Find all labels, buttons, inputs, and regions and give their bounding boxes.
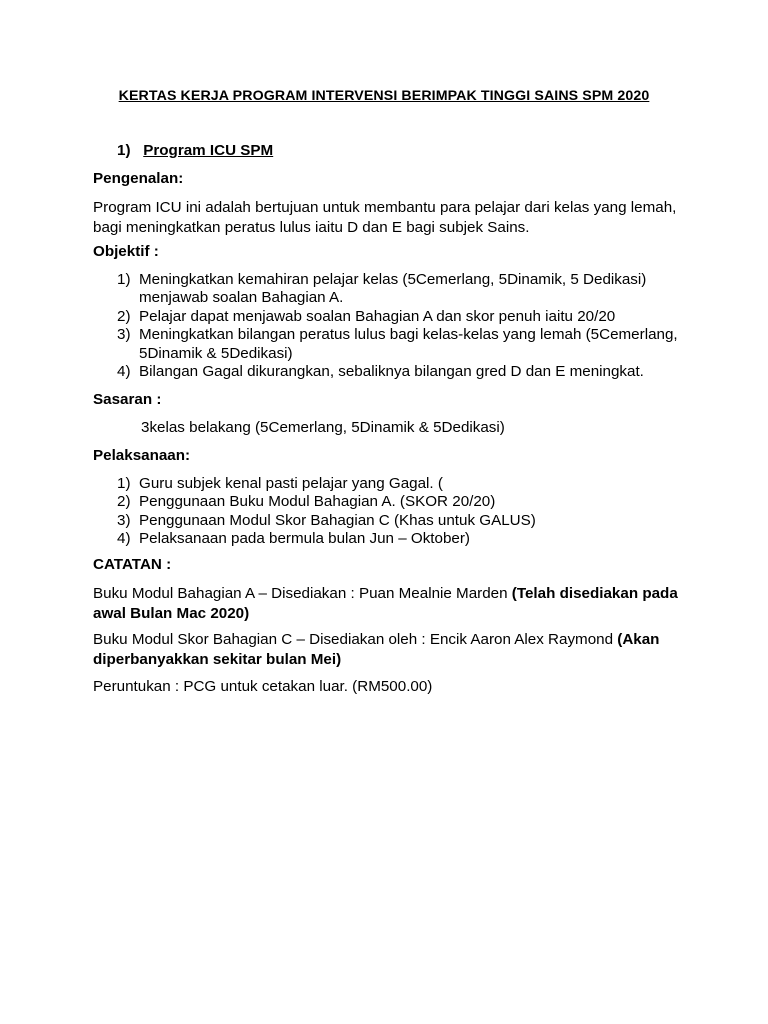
list-item <box>117 363 697 381</box>
list-text: Penggunaan Buku Modul Bahagian A. (SKOR 20/20) <box>139 493 496 511</box>
list-text: Pelaksanaan pada bermula bulan Jun – Oktober) <box>139 530 470 548</box>
list-number: 3) <box>117 326 131 344</box>
section-number: 1) <box>117 142 131 159</box>
note-1-emphasis: (Telah disediakan pada awal Bulan Mac 2020) <box>93 585 678 622</box>
list-item <box>117 475 697 493</box>
pelaksanaan-list <box>117 475 697 549</box>
list-item <box>117 271 697 308</box>
list-number: 4) <box>117 363 131 381</box>
list-text: Meningkatkan bilangan peratus lulus bagi kelas-kelas yang lemah (5Cemerlang, 5Dinamik & 5Dedikasi) <box>139 326 678 362</box>
note-1-text: Buku Modul Bahagian A – Disediakan : Puan Mealnie Marden <box>93 585 512 602</box>
sasaran-text: 3kelas belakang (5Cemerlang, 5Dinamik & 5Dedikasi) <box>141 419 505 436</box>
list-item <box>117 493 697 511</box>
list-number: 1) <box>117 475 131 492</box>
list-number: 3) <box>117 511 131 529</box>
list-number: 2) <box>117 493 131 511</box>
list-text: Bilangan Gagal dikurangkan, sebaliknya bilangan gred D dan E meningkat. <box>139 363 644 381</box>
note-2-text: Buku Modul Skor Bahagian C – Disediakan oleh : Encik Aaron Alex Raymond <box>93 631 618 648</box>
section-title: Program ICU SPM <box>143 142 274 159</box>
list-number: 1) <box>117 271 131 288</box>
catatan-note-2 <box>93 630 693 669</box>
list-text: Guru subjek kenal pasti pelajar yang Gagal. ( <box>139 475 443 492</box>
catatan-heading: CATATAN : <box>93 556 172 573</box>
catatan-note-1 <box>93 584 693 623</box>
objektif-list <box>117 271 697 381</box>
pelaksanaan-heading: Pelaksanaan: <box>93 447 191 464</box>
list-item <box>117 530 697 548</box>
list-item <box>117 512 697 530</box>
list-text: Meningkatkan kemahiran pelajar kelas (5Cemerlang, 5Dinamik, 5 Dedikasi) menjawab soalan Bahagian A. <box>139 271 647 307</box>
list-number: 4) <box>117 530 131 548</box>
list-text: Pelajar dapat menjawab soalan Bahagian A dan skor penuh iaitu 20/20 <box>139 307 616 325</box>
note-2-emphasis: (Akan diperbanyakkan sekitar bulan Mei) <box>93 631 660 668</box>
list-text: Penggunaan Modul Skor Bahagian C (Khas untuk GALUS) <box>139 511 536 529</box>
list-number: 2) <box>117 307 131 325</box>
document-title: KERTAS KERJA PROGRAM INTERVENSI BERIMPAK TINGGI SAINS SPM 2020 <box>118 88 650 104</box>
sasaran-heading: Sasaran : <box>93 391 162 408</box>
list-item <box>117 326 697 363</box>
pengenalan-text: Program ICU ini adalah bertujuan untuk membantu para pelajar dari kelas yang lemah, bagi meningkatkan peratus lulus iaitu D dan E bagi subjek Sains. <box>93 199 677 236</box>
section-heading <box>117 142 273 159</box>
pengenalan-heading: Pengenalan: <box>93 170 184 187</box>
list-item <box>117 308 697 326</box>
objektif-heading: Objektif : <box>93 243 159 260</box>
peruntukan-text: Peruntukan : PCG untuk cetakan luar. (RM500.00) <box>93 678 433 695</box>
